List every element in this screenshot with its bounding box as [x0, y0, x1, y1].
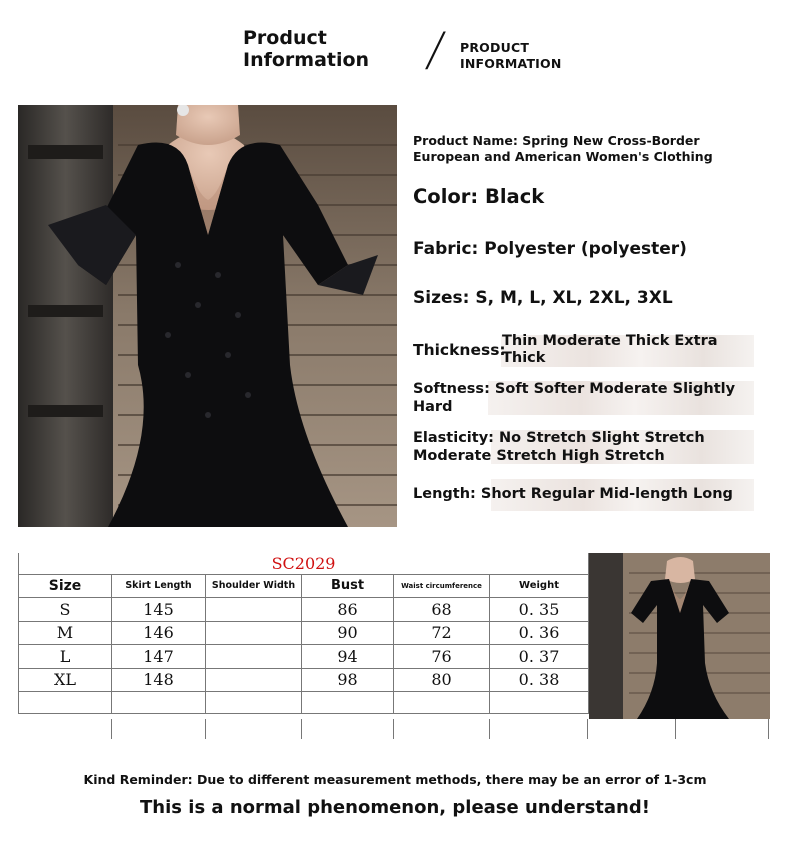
- title-line-1: Product: [243, 27, 327, 49]
- dress-photo-illustration: [18, 105, 397, 527]
- product-information-subtitle: [460, 40, 562, 72]
- cell-shoulder-width: [206, 668, 302, 692]
- cell-waist: 72: [394, 621, 490, 645]
- size-chart-header-row: [19, 574, 589, 598]
- dress-thumbnail-illustration: [589, 553, 770, 719]
- cell-bust: 98: [302, 668, 394, 692]
- table-grid-line: [587, 719, 588, 739]
- empty-cell: [394, 692, 490, 714]
- header-bust: Bust: [302, 574, 394, 598]
- cell-bust: 86: [302, 598, 394, 622]
- empty-cell: [19, 692, 112, 714]
- empty-cell: [206, 692, 302, 714]
- cell-waist: 80: [394, 668, 490, 692]
- length-options: Length: Short Regular Mid-length Long: [413, 486, 733, 502]
- title-line-2: Information: [243, 49, 370, 71]
- length-row: [413, 478, 754, 512]
- cell-shoulder-width: [206, 621, 302, 645]
- table-grid-line: [489, 719, 490, 739]
- cell-weight: 0. 37: [490, 645, 589, 669]
- size-chart-code: SC2029: [19, 553, 589, 574]
- size-chart-table: [18, 553, 589, 714]
- cell-shoulder-width: [206, 598, 302, 622]
- table-row: [19, 645, 589, 669]
- cell-weight: 0. 35: [490, 598, 589, 622]
- product-information-title: [243, 27, 369, 71]
- thickness-row: [413, 333, 754, 369]
- elasticity-row: [413, 429, 754, 465]
- cell-skirt-length: 147: [112, 645, 206, 669]
- table-grid-line: [205, 719, 206, 739]
- thickness-options: Thin Moderate Thick Extra Thick: [502, 333, 718, 366]
- cell-skirt-length: 145: [112, 598, 206, 622]
- cell-bust: 90: [302, 621, 394, 645]
- table-row-empty: [19, 692, 589, 714]
- product-sizes: Sizes: S, M, L, XL, 2XL, 3XL: [413, 288, 673, 308]
- cell-skirt-length: 146: [112, 621, 206, 645]
- cell-weight: 0. 36: [490, 621, 589, 645]
- empty-cell: [112, 692, 206, 714]
- softness-options: Softness: Soft Softer Moderate Slightly Hard: [413, 381, 736, 415]
- elasticity-options: Elasticity: No Stretch Slight Stretch Moderate Stretch High Stretch: [413, 430, 705, 464]
- cell-shoulder-width: [206, 645, 302, 669]
- product-color: Color: Black: [413, 185, 545, 208]
- table-grid-line: [768, 719, 769, 739]
- header-weight: Weight: [490, 574, 589, 598]
- cell-bust: 94: [302, 645, 394, 669]
- product-name: Product Name: Spring New Cross-Border European and American Women's Clothing: [413, 133, 713, 164]
- table-row: [19, 598, 589, 622]
- cell-size: M: [19, 621, 112, 645]
- cell-weight: 0. 38: [490, 668, 589, 692]
- cell-waist: 68: [394, 598, 490, 622]
- size-chart: [18, 553, 588, 738]
- table-grid-line: [301, 719, 302, 739]
- measurement-notice: This is a normal phenomenon, please understand!: [140, 797, 650, 818]
- cell-waist: 76: [394, 645, 490, 669]
- header-size: Size: [19, 574, 112, 598]
- product-photo-main: [18, 105, 397, 527]
- table-grid-line: [675, 719, 676, 739]
- header-skirt-length: Skirt Length: [112, 574, 206, 598]
- thickness-label: Thickness:: [413, 341, 506, 359]
- empty-cell: [490, 692, 589, 714]
- subtitle-line-1: PRODUCT: [460, 40, 530, 55]
- cell-size: S: [19, 598, 112, 622]
- measurement-reminder: Kind Reminder: Due to different measurement methods, there may be an error of 1-3cm: [83, 772, 707, 787]
- table-grid-line: [111, 719, 112, 739]
- cell-skirt-length: 148: [112, 668, 206, 692]
- table-row: [19, 621, 589, 645]
- table-row: [19, 668, 589, 692]
- header-waist-circumference: Waist circumference: [394, 574, 490, 598]
- title-divider-slash: /: [423, 22, 449, 76]
- product-photo-thumbnail: [589, 553, 770, 719]
- softness-row: [413, 380, 754, 416]
- product-fabric: Fabric: Polyester (polyester): [413, 239, 687, 259]
- subtitle-line-2: INFORMATION: [460, 56, 562, 71]
- cell-size: XL: [19, 668, 112, 692]
- empty-cell: [302, 692, 394, 714]
- cell-size: L: [19, 645, 112, 669]
- header-shoulder-width: Shoulder Width: [206, 574, 302, 598]
- table-grid-line: [393, 719, 394, 739]
